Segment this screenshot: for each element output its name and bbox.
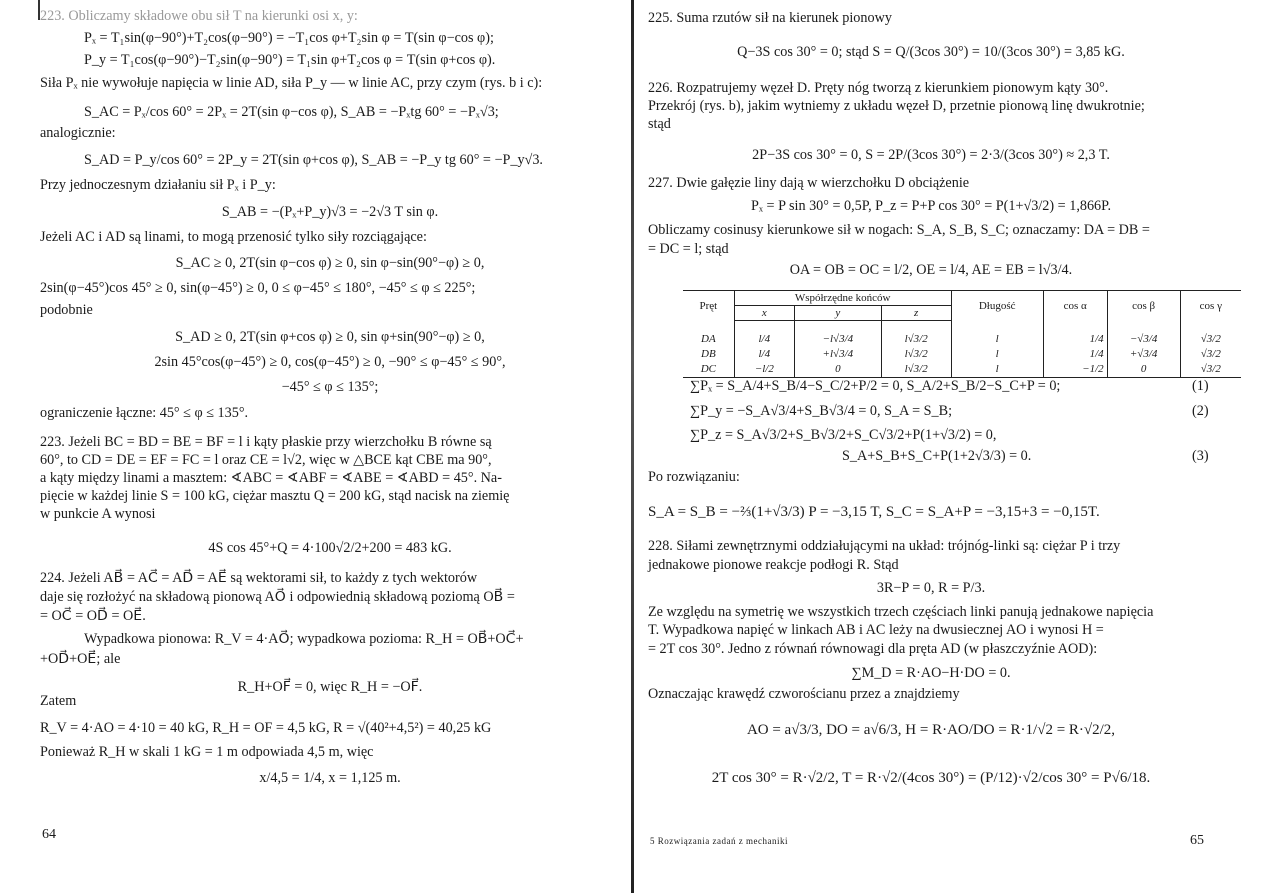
- subheader-z: z: [881, 306, 951, 321]
- text-line: Zatem: [40, 693, 77, 709]
- table-cell: 1/4: [1043, 321, 1107, 348]
- table-cell: l/4: [734, 347, 794, 362]
- table-row: [683, 362, 1241, 378]
- subheader-y: y: [794, 306, 881, 321]
- header-cos-gamma: cos γ: [1180, 291, 1241, 321]
- header-cos-alpha: cos α: [1043, 291, 1107, 321]
- text-line: 227. Dwie gałęzie liny dają w wierzchołku D obciążenie: [648, 175, 970, 191]
- table-cell: DC: [683, 362, 734, 378]
- equilibrium-equation: S_A+S_B+S_C+P(1+2√3/3) = 0.: [842, 448, 1032, 464]
- text-line: +OD⃗+OE⃗; ale: [40, 651, 121, 667]
- text-line: Przekrój (rys. b), jakim wytniemy z układu węzeł D, przetnie pionową linę dwukrotnie;: [648, 98, 1145, 114]
- text-line: P_y = T₁cos(φ−90°)−T₂sin(φ−90°) = T₁sin φ+T₂cos φ = T(sin φ+cos φ).: [84, 52, 496, 68]
- equation-number: (1): [1192, 378, 1209, 394]
- table-cell: √3/2: [1180, 362, 1241, 378]
- text-line: = DC = l; stąd: [648, 241, 729, 257]
- table-cell: +l√3/4: [794, 347, 881, 362]
- table-cell: +√3/4: [1107, 347, 1180, 362]
- text-line: Ponieważ R_H w skali 1 kG = 1 m odpowiada 4,5 m, więc: [40, 744, 374, 760]
- table-cell: DA: [701, 332, 716, 345]
- coordinates-table: [683, 290, 1241, 378]
- table-cell: −l√3/4: [794, 321, 881, 348]
- text-line: 224. Jeżeli AB⃗ = AC⃗ = AD⃗ = AE⃗ są wektorami sił, to każdy z tych wektorów: [40, 570, 478, 586]
- text-line: podobnie: [40, 302, 93, 318]
- text-line: analogicznie:: [40, 125, 116, 141]
- text-line: AO = a√3/3, DO = a√6/3, H = R·AO/DO = R·1/√2 = R·√2/2,: [746, 722, 1116, 738]
- text-line: stąd: [648, 116, 671, 132]
- text-line: T. Wypadkowa napięć w linkach AB i AC leży na dwusiecznej AO i wynosi H =: [648, 622, 1104, 638]
- text-line: S_A = S_B = −⅔(1+√3/3) P = −3,15 T, S_C = S_A+P = −3,15+3 = −0,15T.: [648, 504, 1100, 520]
- text-line: w punkcie A wynosi: [40, 506, 156, 522]
- table-cell: l√3/2: [881, 362, 951, 378]
- right-page: [632, 0, 1263, 893]
- text-line: Pₓ = T₁sin(φ−90°)+T₂cos(φ−90°) = −T₁cos φ+T₂sin φ = T(sin φ−cos φ);: [84, 30, 494, 46]
- table-cell: l√3/2: [881, 347, 951, 362]
- text-line: 223. Jeżeli BC = BD = BE = BF = l i kąty płaskie przy wierzchołku B równe są: [40, 434, 492, 450]
- text-line: pięcie w każdej linie S = 100 kG, ciężar masztu Q = 200 kG, stąd nacisk na ziemię: [40, 488, 510, 504]
- table-cell: l: [951, 321, 1043, 348]
- text-line: Ze względu na symetrię we wszystkich trzech częściach linki panują jednakowe napięcia: [648, 604, 1154, 620]
- text-line: S_AC = Pₓ/cos 60° = 2Pₓ = 2T(sin φ−cos φ), S_AB = −Pₓtg 60° = −Pₓ√3;: [84, 104, 499, 120]
- text-line: R_H+OF⃗ = 0, więc R_H = −OF⃗.: [237, 679, 423, 695]
- table-cell: 0: [1107, 362, 1180, 378]
- text-line: Oznaczając krawędź czworościanu przez a znajdziemy: [648, 686, 960, 702]
- text-line: Siła Pₓ nie wywołuje napięcia w linie AD, siła P_y — w linie AC, przy czym (rys. b i c):: [40, 75, 543, 91]
- text-line: 3R−P = 0, R = P/3.: [876, 580, 986, 596]
- page-number: 65: [1190, 833, 1204, 848]
- text-line: Q−3S cos 30° = 0; stąd S = Q/(3cos 30°) = 10/(3cos 30°) = 3,85 kG.: [737, 44, 1125, 60]
- text-line: 60°, to CD = DE = EF = FC = l oraz CE = l√2, więc w △BCE kąt CBE ma 90°,: [40, 452, 492, 468]
- table-cell: l: [951, 347, 1043, 362]
- text-line: = 2T cos 30°. Jedno z równań równowagi dla pręta AD (w płaszczyźnie AOD):: [648, 641, 1098, 657]
- table-row: [683, 347, 1241, 362]
- text-line: 225. Suma rzutów sił na kierunek pionowy: [648, 10, 892, 26]
- text-line: −45° ≤ φ ≤ 135°;: [281, 379, 379, 395]
- table-cell: √3/2: [1180, 321, 1241, 348]
- text-line: 2sin 45°cos(φ−45°) ≥ 0, cos(φ−45°) ≥ 0, −90° ≤ φ−45° ≤ 90°,: [154, 354, 506, 370]
- text-line: jednakowe pionowe reakcje podłogi R. Stąd: [648, 557, 899, 573]
- table-cell: 1/4: [1043, 347, 1107, 362]
- text-line: Po rozwiązaniu:: [648, 469, 740, 485]
- table-row: [683, 321, 1241, 348]
- text-line: Przy jednoczesnym działaniu sił Pₓ i P_y:: [40, 177, 276, 193]
- table-cell: −√3/4: [1107, 321, 1180, 348]
- text-line: 228. Siłami zewnętrznymi oddziałującymi na układ: trójnóg-linki są: ciężar P i trzy: [648, 538, 1121, 554]
- text-line: S_AD = P_y/cos 60° = 2P_y = 2T(sin φ+cos φ), S_AB = −P_y tg 60° = −P_y√3.: [84, 152, 543, 168]
- text-line: R_V = 4·AO = 4·10 = 40 kG, R_H = OF = 4,5 kG, R = √(40²+4,5²) = 40,25 kG: [40, 720, 492, 736]
- table-cell: DB: [701, 348, 716, 360]
- text-line: Pₓ = P sin 30° = 0,5P, P_z = P+P cos 30° = P(1+√3/2) = 1,866P.: [750, 198, 1112, 214]
- text-line: daje się rozłożyć na składową pionową AO⃗ i odpowiednią składową poziomą OB⃗ =: [40, 589, 515, 605]
- text-line: Obliczamy cosinusy kierunkowe sił w nogach: S_A, S_B, S_C; oznaczamy: DA = DB =: [648, 222, 1150, 238]
- text-line: S_AD ≥ 0, 2T(sin φ+cos φ) ≥ 0, sin φ+sin(90°−φ) ≥ 0,: [175, 329, 485, 345]
- page-number: 64: [42, 827, 56, 842]
- text-line: 2sin(φ−45°)cos 45° ≥ 0, sin(φ−45°) ≥ 0, 0 ≤ φ−45° ≤ 180°, −45° ≤ φ ≤ 225°;: [40, 280, 476, 296]
- text-line: OA = OB = OC = l/2, OE = l/4, AE = EB = l√3/4.: [789, 262, 1073, 278]
- text-line: S_AB = −(Pₓ+P_y)√3 = −2√3 T sin φ.: [221, 204, 439, 220]
- table-cell: −l/2: [734, 362, 794, 378]
- table-cell: l√3/2: [881, 321, 951, 348]
- text-line: ograniczenie łączne: 45° ≤ φ ≤ 135°.: [40, 405, 249, 421]
- table-cell: −1/2: [1043, 362, 1107, 378]
- equilibrium-equation: ∑P_y = −S_A√3/4+S_B√3/4 = 0, S_A = S_B;: [690, 403, 953, 419]
- header-cos-beta: cos β: [1107, 291, 1180, 321]
- text-line: Wypadkowa pionowa: R_V = 4·AO⃗; wypadkowa pozioma: R_H = OB⃗+OC⃗+: [84, 631, 524, 647]
- text-line: ∑M_D = R·AO−H·DO = 0.: [851, 665, 1011, 681]
- text-line: 226. Rozpatrujemy węzeł D. Pręty nóg tworzą z kierunkiem pionowym kąty 30°.: [648, 80, 1109, 96]
- header-length: Długość: [951, 291, 1043, 321]
- text-line: a kąty między linami a masztem: ∢ABC = ∢ABF = ∢ABE = ∢ABD = 45°. Na-: [40, 470, 502, 486]
- table-cell: √3/2: [1180, 347, 1241, 362]
- header-bar: Pręt: [683, 291, 734, 321]
- text-line: = OC⃗ = OD⃗ = OE⃗.: [40, 608, 146, 624]
- subheader-x: x: [734, 306, 794, 321]
- table-cell: l: [951, 362, 1043, 378]
- text-line: Jeżeli AC i AD są linami, to mogą przenosić tylko siły rozciągające:: [40, 229, 427, 245]
- text-line: 4S cos 45°+Q = 4·100√2/2+200 = 483 kG.: [208, 540, 452, 556]
- table-cell: 0: [794, 362, 881, 378]
- equation-number: (3): [1192, 448, 1209, 464]
- faded-heading-line: 223. Obliczamy składowe obu sił T na kierunki osi x, y:: [40, 8, 358, 24]
- text-line: S_AC ≥ 0, 2T(sin φ−cos φ) ≥ 0, sin φ−sin(90°−φ) ≥ 0,: [175, 255, 485, 271]
- equilibrium-equation: ∑Pₓ = S_A/4+S_B/4−S_C/2+P/2 = 0, S_A/2+S_B/2−S_C+P = 0;: [690, 378, 1061, 394]
- header-coords: Współrzędne końców: [734, 291, 951, 306]
- page-footer: 5 Rozwiązania zadań z mechaniki: [650, 836, 788, 846]
- table-cell: l/4: [734, 321, 794, 348]
- text-line: x/4,5 = 1/4, x = 1,125 m.: [259, 770, 401, 786]
- text-line: 2P−3S cos 30° = 0, S = 2P/(3cos 30°) = 2·3/(3cos 30°) ≈ 2,3 T.: [752, 147, 1110, 163]
- equation-number: (2): [1192, 403, 1209, 419]
- text-line: 2T cos 30° = R·√2/2, T = R·√2/(4cos 30°) = (P/12)·√2/cos 30° = P√6/18.: [711, 770, 1151, 786]
- equilibrium-equation: ∑P_z = S_A√3/2+S_B√3/2+S_C√3/2+P(1+√3/2) = 0,: [690, 427, 997, 443]
